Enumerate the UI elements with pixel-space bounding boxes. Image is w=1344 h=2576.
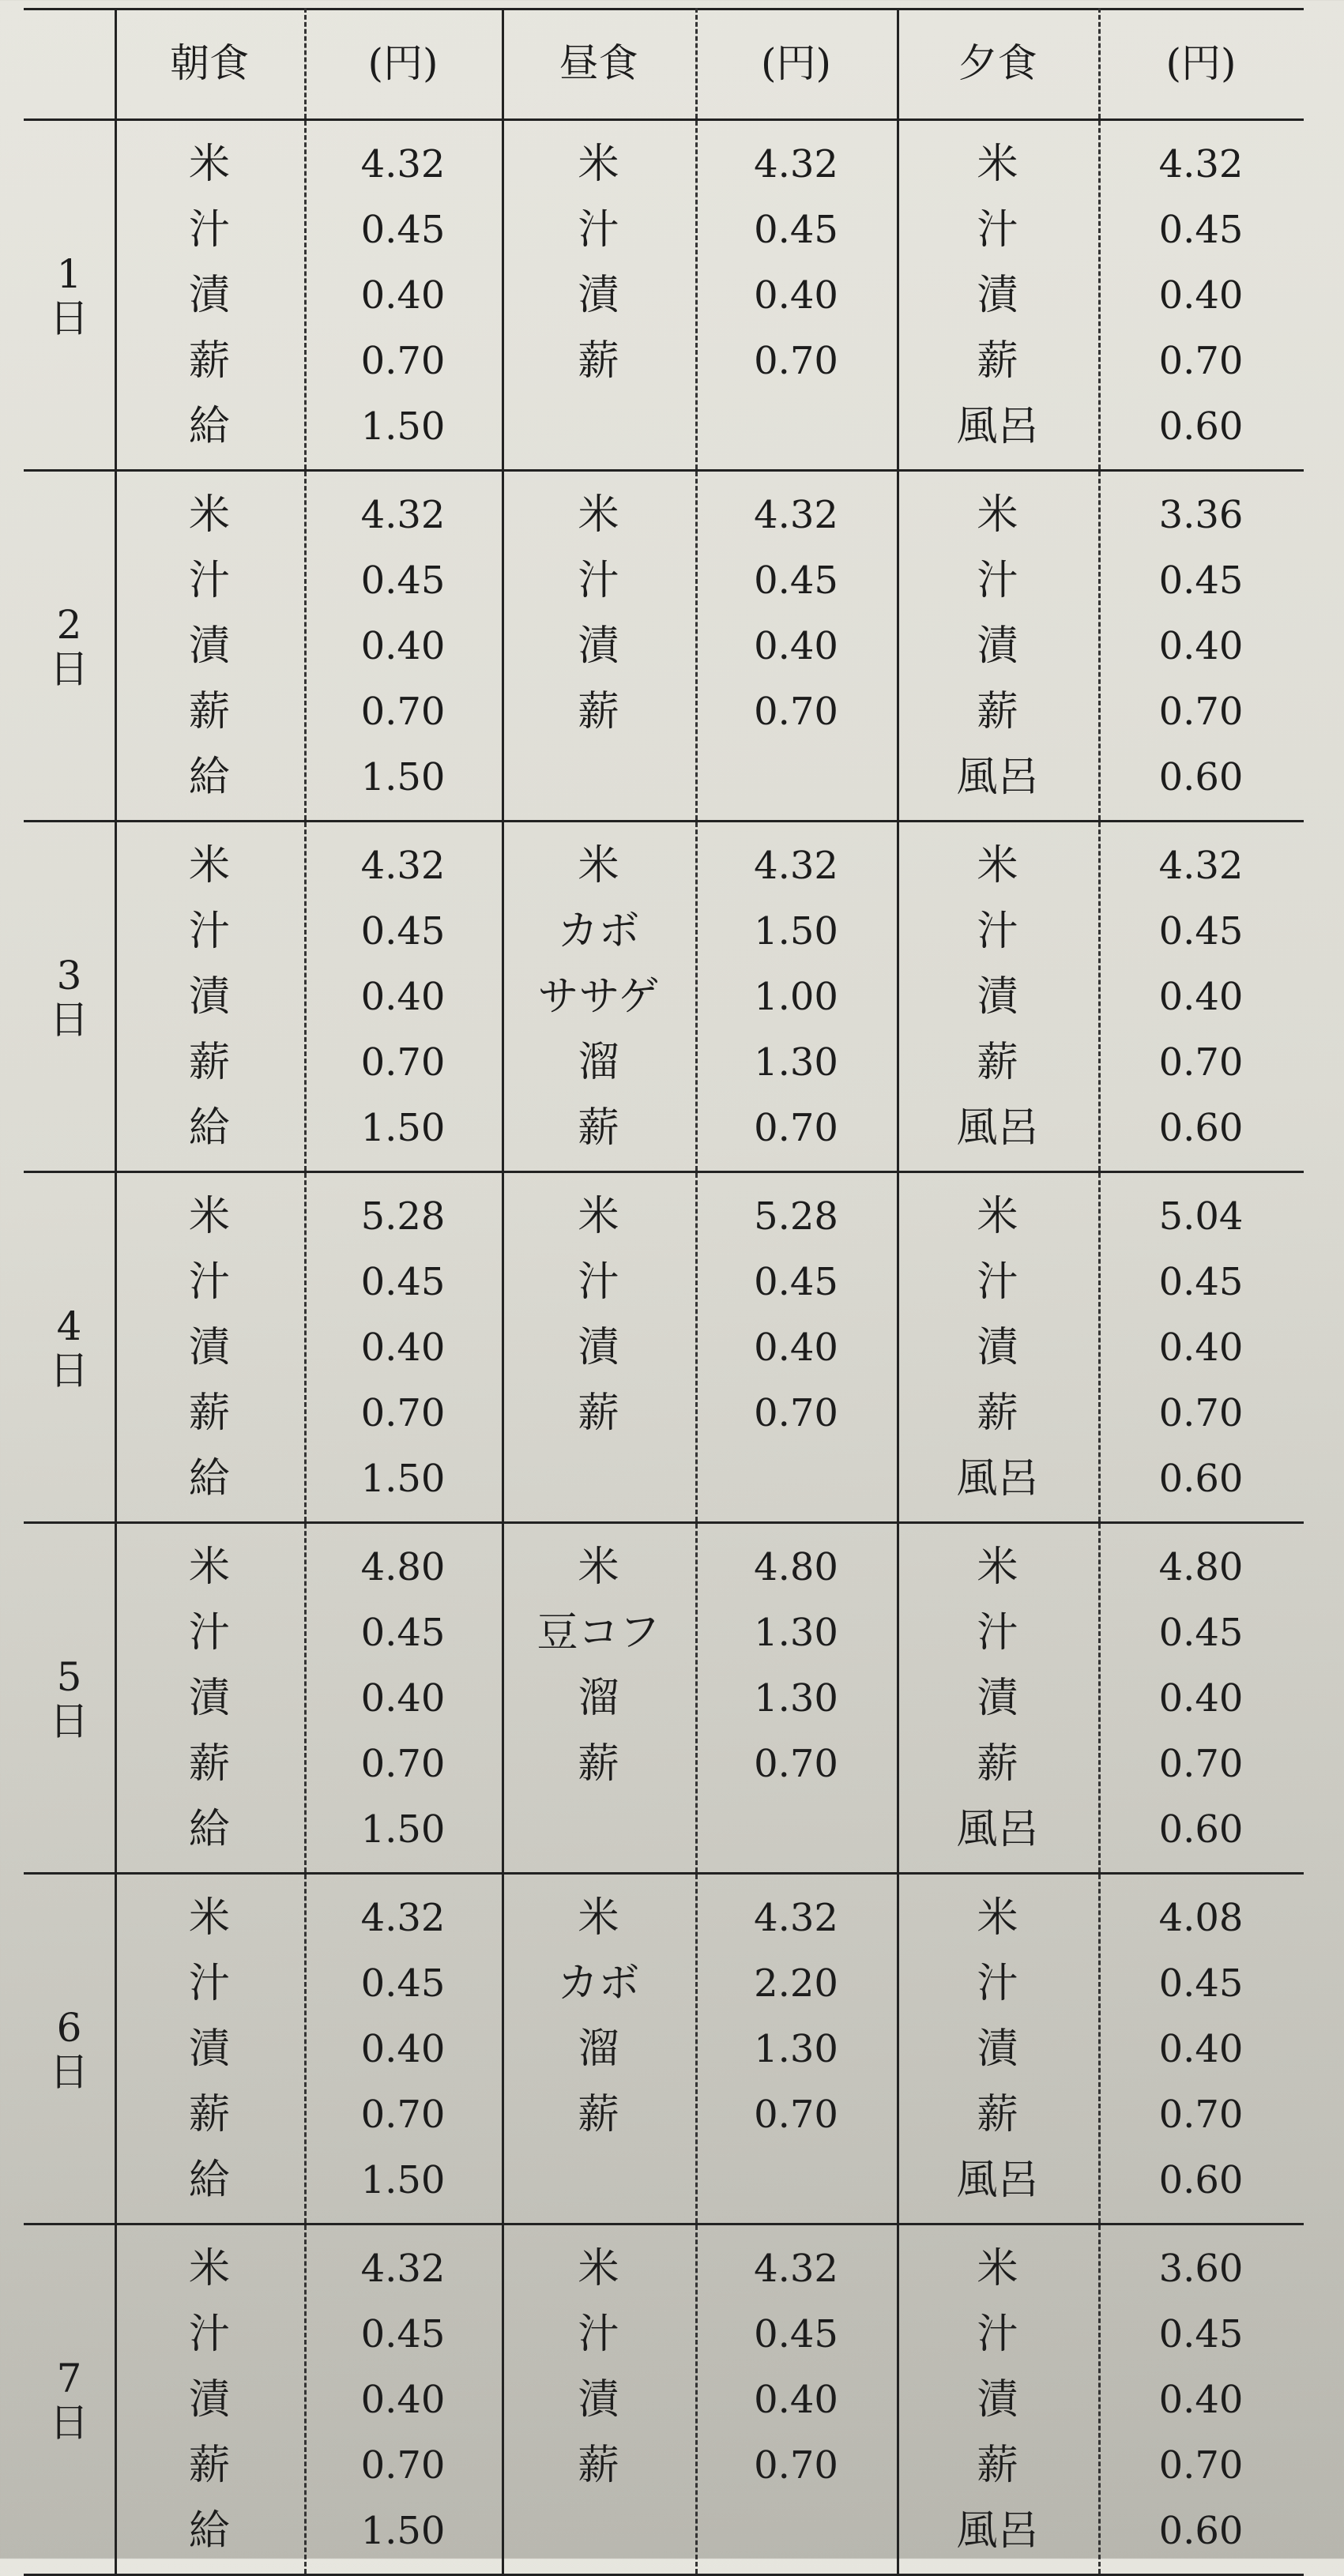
food-item: 米 [977, 842, 1018, 889]
price-value: 4.32 [754, 142, 838, 186]
food-item: 漬 [977, 2376, 1018, 2424]
food-item: 薪 [578, 2442, 619, 2489]
food-item: 米 [188, 1894, 230, 1942]
price-value: 0.45 [754, 208, 838, 252]
food-item: 薪 [977, 337, 1018, 385]
day-label [24, 121, 115, 472]
price-value: 4.32 [754, 2247, 838, 2291]
lunch-items-column [502, 132, 695, 394]
dinner-prices-column [1098, 483, 1304, 810]
food-item: 米 [188, 491, 230, 539]
food-item: 漬 [977, 1324, 1018, 1371]
food-item: 汁 [188, 557, 230, 604]
price-value: 0.45 [360, 909, 446, 953]
food-item: 給 [188, 754, 230, 801]
food-item: 米 [188, 141, 230, 188]
price-value: 0.70 [754, 1106, 838, 1150]
dinner-prices-column [1098, 132, 1304, 460]
lunch-items-column [502, 833, 695, 1161]
price-value: 0.70 [754, 1391, 838, 1435]
price-value: 0.45 [1158, 1961, 1244, 2006]
price-value: 0.40 [360, 2027, 446, 2071]
food-item: 薪 [188, 337, 230, 385]
breakfast-items-column [115, 132, 304, 460]
food-item: 給 [188, 1806, 230, 1853]
food-item: 米 [578, 1544, 619, 1591]
dinner-items-column [897, 1535, 1098, 1863]
dinner-items-column [897, 1184, 1098, 1512]
header-dinner-unit: (円) [1165, 40, 1237, 86]
food-item: 風呂 [956, 1104, 1039, 1152]
breakfast-items-column [115, 2236, 304, 2564]
price-value: 4.80 [1158, 1545, 1244, 1589]
food-item: 薪 [188, 1039, 230, 1086]
price-value: 4.32 [360, 493, 446, 537]
food-item: 汁 [977, 2311, 1018, 2358]
food-item: 薪 [977, 688, 1018, 735]
day-number: 1 [56, 251, 82, 297]
day-suffix: 日 [49, 997, 89, 1043]
food-item: 漬 [188, 1675, 230, 1722]
food-item: 溜 [578, 1039, 619, 1086]
food-item: 風呂 [956, 1455, 1039, 1502]
price-value: 0.40 [360, 1326, 446, 1370]
dinner-prices-column [1098, 1184, 1304, 1512]
day-block [24, 822, 1304, 1173]
day-label [24, 2225, 115, 2576]
day-suffix: 日 [49, 2400, 89, 2446]
breakfast-prices-column [304, 1535, 502, 1863]
food-item: 汁 [977, 908, 1018, 955]
price-value: 5.04 [1158, 1194, 1244, 1239]
food-item: 汁 [188, 1960, 230, 2007]
price-value: 0.40 [360, 273, 446, 318]
header-breakfast: 朝食 [170, 40, 249, 86]
food-item: 給 [188, 1455, 230, 1502]
price-value: 5.28 [754, 1194, 838, 1239]
dinner-items-column [897, 132, 1098, 460]
day-suffix: 日 [49, 646, 89, 692]
food-item: 薪 [578, 1740, 619, 1788]
food-item: 漬 [188, 1324, 230, 1371]
day-number: 3 [56, 953, 82, 998]
breakfast-prices-column [304, 2236, 502, 2564]
day-block [24, 1173, 1304, 1524]
price-value: 0.45 [1158, 558, 1244, 603]
price-value: 0.70 [360, 1742, 446, 1786]
day-label [24, 1173, 115, 1524]
breakfast-items-column [115, 483, 304, 810]
dinner-items-column [897, 833, 1098, 1161]
food-item: 風呂 [956, 2157, 1039, 2204]
food-item: 米 [578, 842, 619, 889]
price-value: 4.32 [360, 2247, 446, 2291]
price-value: 4.32 [1158, 142, 1244, 186]
food-item: 米 [188, 1193, 230, 1240]
price-value: 0.70 [360, 690, 446, 734]
food-item: 汁 [188, 2311, 230, 2358]
food-item: 漬 [977, 2025, 1018, 2073]
food-item: カボ [557, 908, 640, 955]
food-item: 溜 [578, 2025, 619, 2073]
breakfast-items-column [115, 1535, 304, 1863]
lunch-items-column [502, 483, 695, 745]
dinner-prices-column [1098, 2236, 1304, 2564]
price-value: 0.40 [1158, 273, 1244, 318]
price-value: 4.32 [1158, 844, 1244, 888]
day-label [24, 822, 115, 1173]
header-lunch-unit: (円) [760, 40, 831, 86]
lunch-prices-column [695, 833, 897, 1161]
food-item: 米 [977, 1193, 1018, 1240]
food-item: 給 [188, 2507, 230, 2555]
food-item: 漬 [977, 622, 1018, 670]
price-value: 0.40 [360, 975, 446, 1019]
lunch-prices-column [695, 1184, 897, 1446]
day-suffix: 日 [49, 2049, 89, 2095]
price-value: 0.70 [754, 2093, 838, 2137]
food-item: 薪 [188, 688, 230, 735]
food-item: 漬 [188, 2376, 230, 2424]
price-value: 0.45 [1158, 2312, 1244, 2356]
food-item: 風呂 [956, 1806, 1039, 1853]
food-item: 漬 [188, 272, 230, 319]
dinner-items-column [897, 1886, 1098, 2213]
day-label [24, 472, 115, 822]
price-value: 1.30 [754, 1040, 838, 1085]
food-item: 汁 [977, 206, 1018, 254]
food-item: 汁 [977, 557, 1018, 604]
price-value: 4.80 [754, 1545, 838, 1589]
price-value: 0.70 [1158, 1391, 1244, 1435]
price-value: 0.45 [360, 2312, 446, 2356]
food-item: 豆コフ [536, 1609, 661, 1657]
price-value: 0.70 [754, 2443, 838, 2488]
price-value: 4.32 [360, 844, 446, 888]
day-number: 6 [56, 2005, 82, 2051]
price-value: 0.70 [754, 1742, 838, 1786]
food-item: 漬 [578, 1324, 619, 1371]
price-value: 2.20 [754, 1961, 838, 2006]
food-item: 漬 [188, 2025, 230, 2073]
food-item: 汁 [977, 1258, 1018, 1306]
price-value: 0.40 [1158, 1676, 1244, 1720]
food-item: 米 [188, 1544, 230, 1591]
day-number: 5 [56, 1654, 82, 1700]
lunch-items-column [502, 1184, 695, 1446]
food-item: ササゲ [537, 973, 660, 1021]
price-value: 0.70 [360, 2443, 446, 2488]
price-value: 0.70 [1158, 339, 1244, 383]
food-item: 米 [578, 1894, 619, 1942]
day-block [24, 472, 1304, 822]
price-value: 0.45 [360, 1961, 446, 2006]
price-value: 4.80 [360, 1545, 446, 1589]
lunch-prices-column [695, 1535, 897, 1797]
price-value: 0.70 [1158, 2093, 1244, 2137]
day-suffix: 日 [49, 295, 89, 341]
food-item: 薪 [578, 1104, 619, 1152]
price-value: 0.45 [754, 558, 838, 603]
food-item: 漬 [977, 272, 1018, 319]
price-value: 0.45 [1158, 1260, 1244, 1304]
header-row [24, 8, 1304, 121]
price-value: 1.50 [360, 1106, 446, 1150]
price-value: 0.70 [1158, 1040, 1244, 1085]
price-value: 1.30 [754, 1676, 838, 1720]
food-item: 薪 [578, 2091, 619, 2138]
price-value: 0.45 [360, 558, 446, 603]
price-value: 0.70 [1158, 2443, 1244, 2488]
header-dinner: 夕食 [958, 40, 1037, 86]
food-item: 米 [578, 491, 619, 539]
price-value: 1.30 [754, 1611, 838, 1655]
day-block [24, 1524, 1304, 1875]
day-label [24, 1875, 115, 2225]
price-value: 0.70 [360, 339, 446, 383]
food-item: 汁 [188, 1258, 230, 1306]
price-value: 0.40 [1158, 2378, 1244, 2422]
food-item: 風呂 [956, 403, 1039, 450]
price-value: 0.60 [1158, 2158, 1244, 2202]
price-value: 0.40 [754, 273, 838, 318]
price-value: 0.40 [1158, 624, 1244, 668]
lunch-prices-column [695, 1886, 897, 2148]
price-value: 0.45 [1158, 909, 1244, 953]
price-value: 0.40 [754, 2378, 838, 2422]
food-item: 米 [977, 141, 1018, 188]
price-value: 0.45 [360, 1611, 446, 1655]
food-item: 漬 [578, 272, 619, 319]
price-value: 0.40 [1158, 2027, 1244, 2071]
lunch-prices-column [695, 2236, 897, 2499]
breakfast-prices-column [304, 483, 502, 810]
lunch-items-column [502, 1535, 695, 1797]
food-item: 薪 [977, 1039, 1018, 1086]
dinner-items-column [897, 483, 1098, 810]
price-value: 0.40 [1158, 975, 1244, 1019]
food-item: 米 [977, 1894, 1018, 1942]
food-item: カボ [557, 1960, 640, 2007]
price-value: 4.32 [754, 493, 838, 537]
price-value: 0.40 [754, 1326, 838, 1370]
day-number: 2 [56, 602, 82, 648]
header-breakfast-unit: (円) [367, 40, 439, 86]
price-value: 3.36 [1158, 493, 1244, 537]
breakfast-items-column [115, 1184, 304, 1512]
food-item: 給 [188, 1104, 230, 1152]
food-item: 薪 [578, 688, 619, 735]
price-value: 0.70 [360, 1391, 446, 1435]
breakfast-prices-column [304, 1184, 502, 1512]
price-value: 4.32 [754, 1896, 838, 1940]
food-item: 汁 [188, 1609, 230, 1657]
price-value: 4.32 [360, 1896, 446, 1940]
price-value: 0.45 [360, 1260, 446, 1304]
food-item: 薪 [578, 1390, 619, 1437]
price-value: 0.70 [754, 690, 838, 734]
food-item: 汁 [188, 206, 230, 254]
price-value: 0.70 [1158, 1742, 1244, 1786]
food-item: 漬 [188, 622, 230, 670]
day-block [24, 121, 1304, 472]
price-value: 0.45 [754, 1260, 838, 1304]
price-value: 0.70 [754, 339, 838, 383]
food-item: 薪 [977, 1390, 1018, 1437]
food-item: 薪 [977, 2442, 1018, 2489]
price-value: 1.50 [360, 1457, 446, 1501]
price-value: 0.45 [1158, 1611, 1244, 1655]
price-value: 0.60 [1158, 1807, 1244, 1852]
dinner-items-column [897, 2236, 1098, 2564]
day-suffix: 日 [49, 1698, 89, 1744]
price-value: 0.60 [1158, 1106, 1244, 1150]
food-item: 米 [977, 2245, 1018, 2292]
food-item: 汁 [578, 1258, 619, 1306]
food-item: 米 [188, 842, 230, 889]
breakfast-items-column [115, 1886, 304, 2213]
price-value: 1.50 [360, 1807, 446, 1852]
food-item: 米 [578, 2245, 619, 2292]
price-value: 1.30 [754, 2027, 838, 2071]
price-value: 1.00 [754, 975, 838, 1019]
food-item: 溜 [578, 1675, 619, 1722]
price-value: 0.40 [360, 1676, 446, 1720]
food-item: 薪 [188, 1740, 230, 1788]
day-block [24, 2225, 1304, 2576]
price-value: 0.60 [1158, 755, 1244, 799]
food-item: 米 [188, 2245, 230, 2292]
price-value: 0.45 [754, 2312, 838, 2356]
price-value: 0.70 [1158, 690, 1244, 734]
food-item: 米 [977, 1544, 1018, 1591]
food-item: 汁 [977, 1960, 1018, 2007]
food-item: 米 [578, 141, 619, 188]
price-value: 1.50 [754, 909, 838, 953]
price-value: 4.08 [1158, 1896, 1244, 1940]
lunch-items-column [502, 1886, 695, 2148]
price-value: 0.70 [360, 1040, 446, 1085]
day-label [24, 1524, 115, 1875]
price-value: 1.50 [360, 404, 446, 449]
food-item: 漬 [977, 973, 1018, 1021]
breakfast-items-column [115, 833, 304, 1161]
food-item: 米 [977, 491, 1018, 539]
food-item: 薪 [578, 337, 619, 385]
price-value: 0.60 [1158, 1457, 1244, 1501]
food-item: 薪 [188, 2091, 230, 2138]
price-value: 0.40 [360, 2378, 446, 2422]
lunch-prices-column [695, 483, 897, 745]
food-item: 汁 [578, 557, 619, 604]
dinner-prices-column [1098, 833, 1304, 1161]
price-value: 0.70 [360, 2093, 446, 2137]
food-item: 薪 [977, 2091, 1018, 2138]
price-value: 0.40 [1158, 1326, 1244, 1370]
food-item: 給 [188, 403, 230, 450]
dinner-prices-column [1098, 1535, 1304, 1863]
breakfast-prices-column [304, 833, 502, 1161]
food-item: 薪 [188, 1390, 230, 1437]
price-value: 0.45 [1158, 208, 1244, 252]
food-item: 漬 [578, 622, 619, 670]
header-lunch: 昼食 [559, 40, 638, 86]
price-value: 1.50 [360, 2509, 446, 2553]
price-value: 0.40 [754, 624, 838, 668]
day-number: 4 [56, 1303, 82, 1349]
food-item: 漬 [578, 2376, 619, 2424]
price-value: 0.40 [360, 624, 446, 668]
day-number: 7 [56, 2356, 82, 2401]
food-item: 汁 [578, 206, 619, 254]
food-item: 薪 [188, 2442, 230, 2489]
lunch-items-column [502, 2236, 695, 2499]
dinner-prices-column [1098, 1886, 1304, 2213]
food-item: 漬 [188, 973, 230, 1021]
price-value: 0.45 [360, 208, 446, 252]
breakfast-prices-column [304, 132, 502, 460]
price-value: 5.28 [360, 1194, 446, 1239]
food-item: 汁 [188, 908, 230, 955]
price-value: 3.60 [1158, 2247, 1244, 2291]
price-value: 1.50 [360, 755, 446, 799]
day-block [24, 1875, 1304, 2225]
food-item: 給 [188, 2157, 230, 2204]
food-item: 汁 [977, 1609, 1018, 1657]
food-item: 漬 [977, 1675, 1018, 1722]
price-value: 1.50 [360, 2158, 446, 2202]
price-value: 4.32 [360, 142, 446, 186]
food-item: 薪 [977, 1740, 1018, 1788]
lunch-prices-column [695, 132, 897, 394]
food-item: 米 [578, 1193, 619, 1240]
price-value: 0.60 [1158, 2509, 1244, 2553]
price-value: 0.60 [1158, 404, 1244, 449]
food-item: 風呂 [956, 754, 1039, 801]
price-value: 4.32 [754, 844, 838, 888]
food-item: 汁 [578, 2311, 619, 2358]
meal-cost-table [24, 8, 1304, 2555]
day-suffix: 日 [49, 1348, 89, 1393]
breakfast-prices-column [304, 1886, 502, 2213]
food-item: 風呂 [956, 2507, 1039, 2555]
